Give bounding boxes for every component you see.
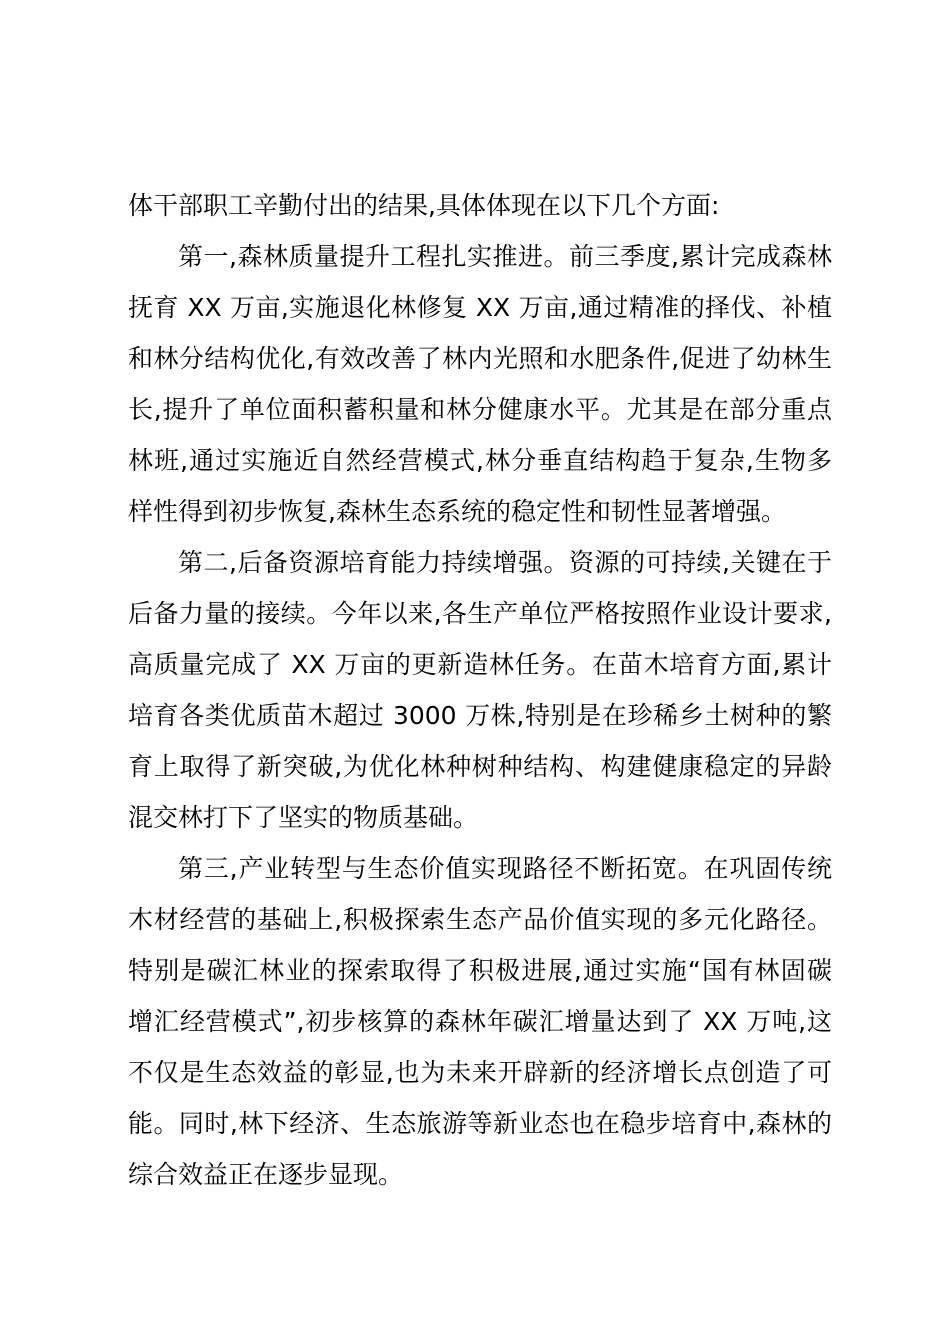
paragraph-line: 抚育 XX 万亩,实施退化林修复 XX 万亩,通过精准的择伐、补植 (128, 293, 832, 322)
paragraph-line: 后备力量的接续。今年以来,各生产单位严格按照作业设计要求, (128, 599, 832, 628)
paragraph-line: 和林分结构优化,有效改善了林内光照和水肥条件,促进了幼林生 (128, 344, 832, 373)
paragraph-line: 长,提升了单位面积蓄积量和林分健康水平。尤其是在部分重点 (128, 395, 832, 424)
paragraph-line: 不仅是生态效益的彰显,也为未来开辟新的经济增长点创造了可 (128, 1058, 832, 1087)
paragraph-line: 培育各类优质苗木超过 3000 万株,特别是在珍稀乡土树种的繁 (128, 701, 832, 730)
paragraph-line: 高质量完成了 XX 万亩的更新造林任务。在苗木培育方面,累计 (128, 650, 832, 679)
paragraph-line: 木材经营的基础上,积极探索生态产品价值实现的多元化路径。 (128, 905, 832, 934)
paragraph-line: 能。同时,林下经济、生态旅游等新业态也在稳步培育中,森林的 (128, 1109, 832, 1138)
paragraph-line: 样性得到初步恢复,森林生态系统的稳定性和韧性显著增强。 (128, 497, 786, 526)
paragraph-line: 体干部职工辛勤付出的结果,具体体现在以下几个方面: (128, 191, 720, 220)
paragraph-line: 第三,产业转型与生态价值实现路径不断拓宽。在巩固传统 (178, 854, 832, 883)
paragraph-line: 特别是碳汇林业的探索取得了积极进展,通过实施“国有林固碳 (128, 956, 832, 985)
paragraph-line: 第二,后备资源培育能力持续增强。资源的可持续,关键在于 (178, 548, 832, 577)
paragraph-line: 育上取得了新突破,为优化林种树种结构、构建健康稳定的异龄 (128, 752, 832, 781)
paragraph-line: 增汇经营模式”,初步核算的森林年碳汇增量达到了 XX 万吨,这 (128, 1007, 832, 1036)
paragraph-line: 综合效益正在逐步显现。 (128, 1160, 404, 1189)
paragraph-line: 混交林打下了坚实的物质基础。 (128, 803, 479, 832)
paragraph-line: 第一,森林质量提升工程扎实推进。前三季度,累计完成森林 (178, 242, 832, 271)
paragraph-line: 林班,通过实施近自然经营模式,林分垂直结构趋于复杂,生物多 (128, 446, 832, 475)
